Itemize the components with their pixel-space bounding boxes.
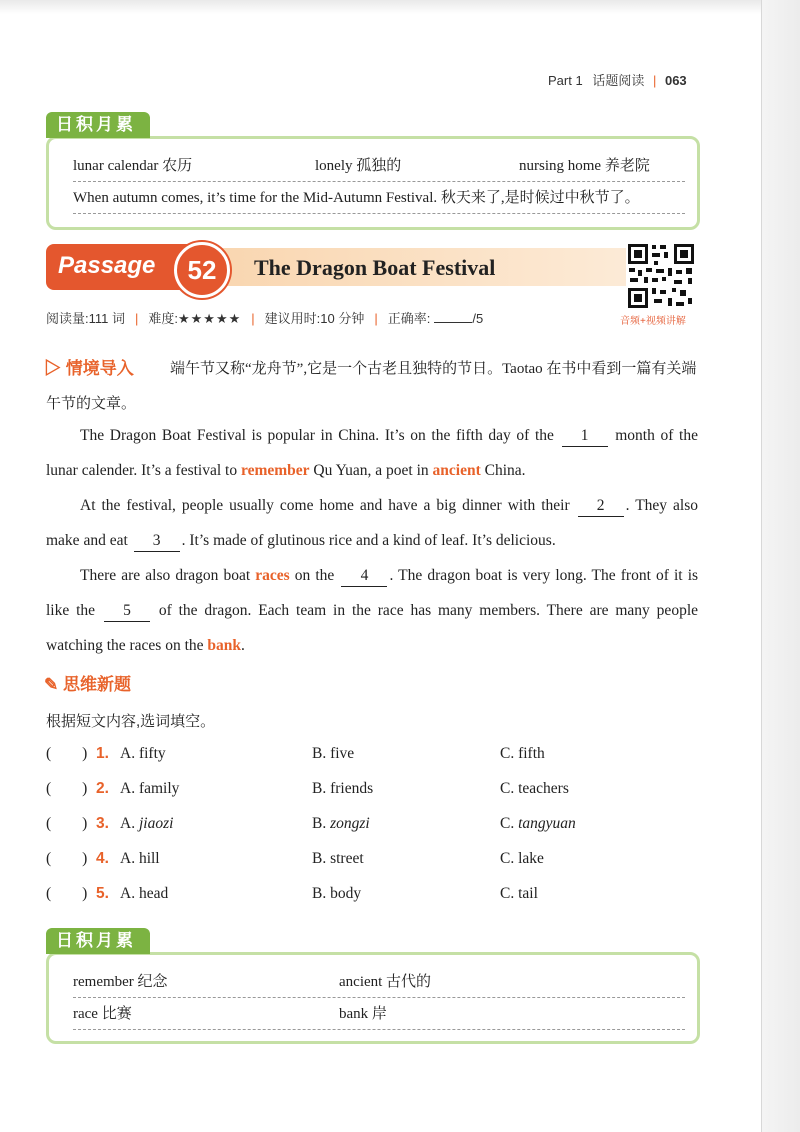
- intro-text-block: [46, 352, 698, 422]
- option-c[interactable]: C. lake: [500, 850, 544, 867]
- text-run: . They also make and eat: [46, 497, 698, 549]
- questions-heading: [44, 670, 131, 695]
- qr-code-icon[interactable]: [626, 242, 696, 310]
- answer-blank-5[interactable]: 5: [104, 601, 150, 622]
- accuracy-total: /5: [472, 311, 484, 326]
- reading-info: 阅读量:111 词 | 难度:★★★★★ | 建议用时:10 分钟 | 正确率: /5: [46, 311, 484, 326]
- vocab-sentence: When autumn comes, it’s time for the Mid-Autumn Festival. 秋天来了,是时候过中秋节了。: [73, 190, 640, 206]
- passage-banner: [46, 244, 698, 290]
- option-a[interactable]: A. fifty: [120, 745, 166, 762]
- highlight-word-races: races: [255, 567, 290, 584]
- answer-blank-4[interactable]: 4: [341, 566, 387, 587]
- vocab-tag-bottom: 日积月累: [46, 928, 150, 954]
- question-row: [46, 880, 696, 908]
- option-c[interactable]: C. fifth: [500, 745, 545, 762]
- vocab-word: nursing home 养老院: [519, 158, 650, 174]
- questions-instruction: 根据短文内容,选词填空。: [46, 713, 216, 730]
- option-letter: A.: [120, 815, 139, 832]
- answer-paren[interactable]: ( ): [46, 850, 88, 867]
- option-a[interactable]: A. head: [120, 885, 169, 902]
- answer-paren[interactable]: ( ): [46, 815, 88, 832]
- text-run: China.: [484, 462, 526, 479]
- option-a[interactable]: [120, 810, 173, 838]
- questions-heading-text: 思维新题: [62, 675, 131, 694]
- option-c[interactable]: C. teachers: [500, 780, 569, 797]
- question-number: 2.: [96, 780, 109, 797]
- answer-blank-3[interactable]: 3: [134, 531, 180, 552]
- option-word: jiaozi: [138, 815, 174, 832]
- page-edge: [761, 0, 800, 1132]
- intro-text: 端午节又称“龙舟节”,它是一个古老且独特的节日。Taotao 在书中看到一篇有关端午节的文章。: [46, 361, 697, 412]
- answer-blank-2[interactable]: 2: [578, 496, 624, 517]
- vocab-row: [73, 999, 685, 1030]
- question-number: 1.: [96, 745, 109, 762]
- option-letter: B.: [312, 815, 331, 832]
- vocab-word: ancient 古代的: [339, 974, 432, 990]
- answer-paren[interactable]: ( ): [46, 780, 88, 797]
- vocab-word: remember 纪念: [73, 974, 168, 990]
- page-top-shadow: [0, 0, 800, 14]
- text-run: .: [241, 637, 245, 654]
- header-topic: 话题阅读: [592, 73, 645, 88]
- passage-label: Passage: [58, 252, 156, 279]
- qr-caption: 音频+视频讲解: [620, 316, 686, 327]
- intro-heading-text: 情境导入: [65, 359, 134, 378]
- passage-paragraph-2: [46, 488, 698, 558]
- option-b[interactable]: [312, 810, 370, 838]
- text-run: on the: [294, 567, 335, 584]
- page-number: 063: [664, 73, 687, 88]
- vocab-word: race 比赛: [73, 1006, 132, 1022]
- difficulty-label: 难度:: [148, 311, 178, 326]
- vocab-row: [73, 183, 685, 214]
- text-run: month of the lunar calender. It’s a festival to: [46, 427, 698, 479]
- question-number: 3.: [96, 815, 109, 832]
- answer-paren[interactable]: ( ): [46, 745, 88, 762]
- suggested-time: 建议用时:10 分钟: [264, 311, 365, 326]
- option-letter: C.: [500, 815, 519, 832]
- vocab-row: [73, 967, 685, 998]
- vocab-row: [73, 151, 685, 182]
- text-run: There are also dragon boat: [80, 567, 251, 584]
- vocab-word: lonely 孤独的: [315, 158, 402, 174]
- text-run: . The dragon boat is very long. The front of it is like the: [46, 567, 699, 619]
- text-run: . It’s made of glutinous rice and a kind of leaf. It’s delicious.: [181, 532, 556, 549]
- header-part: Part 1: [548, 73, 583, 88]
- question-row: [46, 810, 696, 838]
- accuracy-label: 正确率:: [387, 311, 431, 326]
- option-b[interactable]: B. street: [312, 850, 364, 867]
- answer-blank-1[interactable]: 1: [562, 426, 608, 447]
- question-row: [46, 740, 696, 768]
- accuracy-blank[interactable]: [434, 322, 472, 323]
- question-number: 5.: [96, 885, 109, 902]
- question-row: [46, 845, 696, 873]
- highlight-word-bank: bank: [207, 637, 242, 654]
- word-count: 阅读量:111 词: [46, 311, 125, 326]
- vocab-box-top: [46, 136, 700, 230]
- passage-title: The Dragon Boat Festival: [254, 255, 496, 280]
- option-c[interactable]: [500, 810, 576, 838]
- text-run: At the festival, people usually come home and have a big dinner with their: [80, 497, 570, 514]
- option-a[interactable]: A. hill: [120, 850, 160, 867]
- vocab-word: lunar calendar 农历: [73, 158, 193, 174]
- highlight-word-remember: remember: [240, 462, 310, 479]
- option-word: zongzi: [330, 815, 370, 832]
- text-run: The Dragon Boat Festival is popular in China. It’s on the fifth day of the: [80, 427, 554, 444]
- option-word: tangyuan: [518, 815, 576, 832]
- vocab-word: bank 岸: [339, 1006, 387, 1022]
- question-number: 4.: [96, 850, 109, 867]
- header-divider: |: [652, 73, 657, 88]
- answer-paren[interactable]: ( ): [46, 885, 88, 902]
- vocab-box-bottom: [46, 952, 700, 1044]
- option-b[interactable]: B. friends: [312, 780, 374, 797]
- text-run: Qu Yuan, a poet in: [313, 462, 429, 479]
- question-row: [46, 775, 696, 803]
- option-b[interactable]: B. five: [312, 745, 355, 762]
- difficulty-stars: ★★★★★: [178, 311, 242, 326]
- option-a[interactable]: A. family: [120, 780, 180, 797]
- passage-number: 52: [174, 242, 230, 298]
- play-triangle-icon: ▷: [44, 359, 61, 378]
- page-header: [548, 70, 687, 89]
- passage-paragraph-1: [46, 418, 698, 488]
- option-c[interactable]: C. tail: [500, 885, 538, 902]
- text-run: of the dragon. Each team in the race has many members. There are many people watching the races on the: [46, 602, 698, 654]
- passage-paragraph-3: [46, 558, 698, 663]
- vocab-tag-top: 日积月累: [46, 112, 150, 138]
- option-b[interactable]: B. body: [312, 885, 362, 902]
- pencil-circle-icon: ✎: [44, 675, 59, 694]
- highlight-word-ancient: ancient: [432, 462, 481, 479]
